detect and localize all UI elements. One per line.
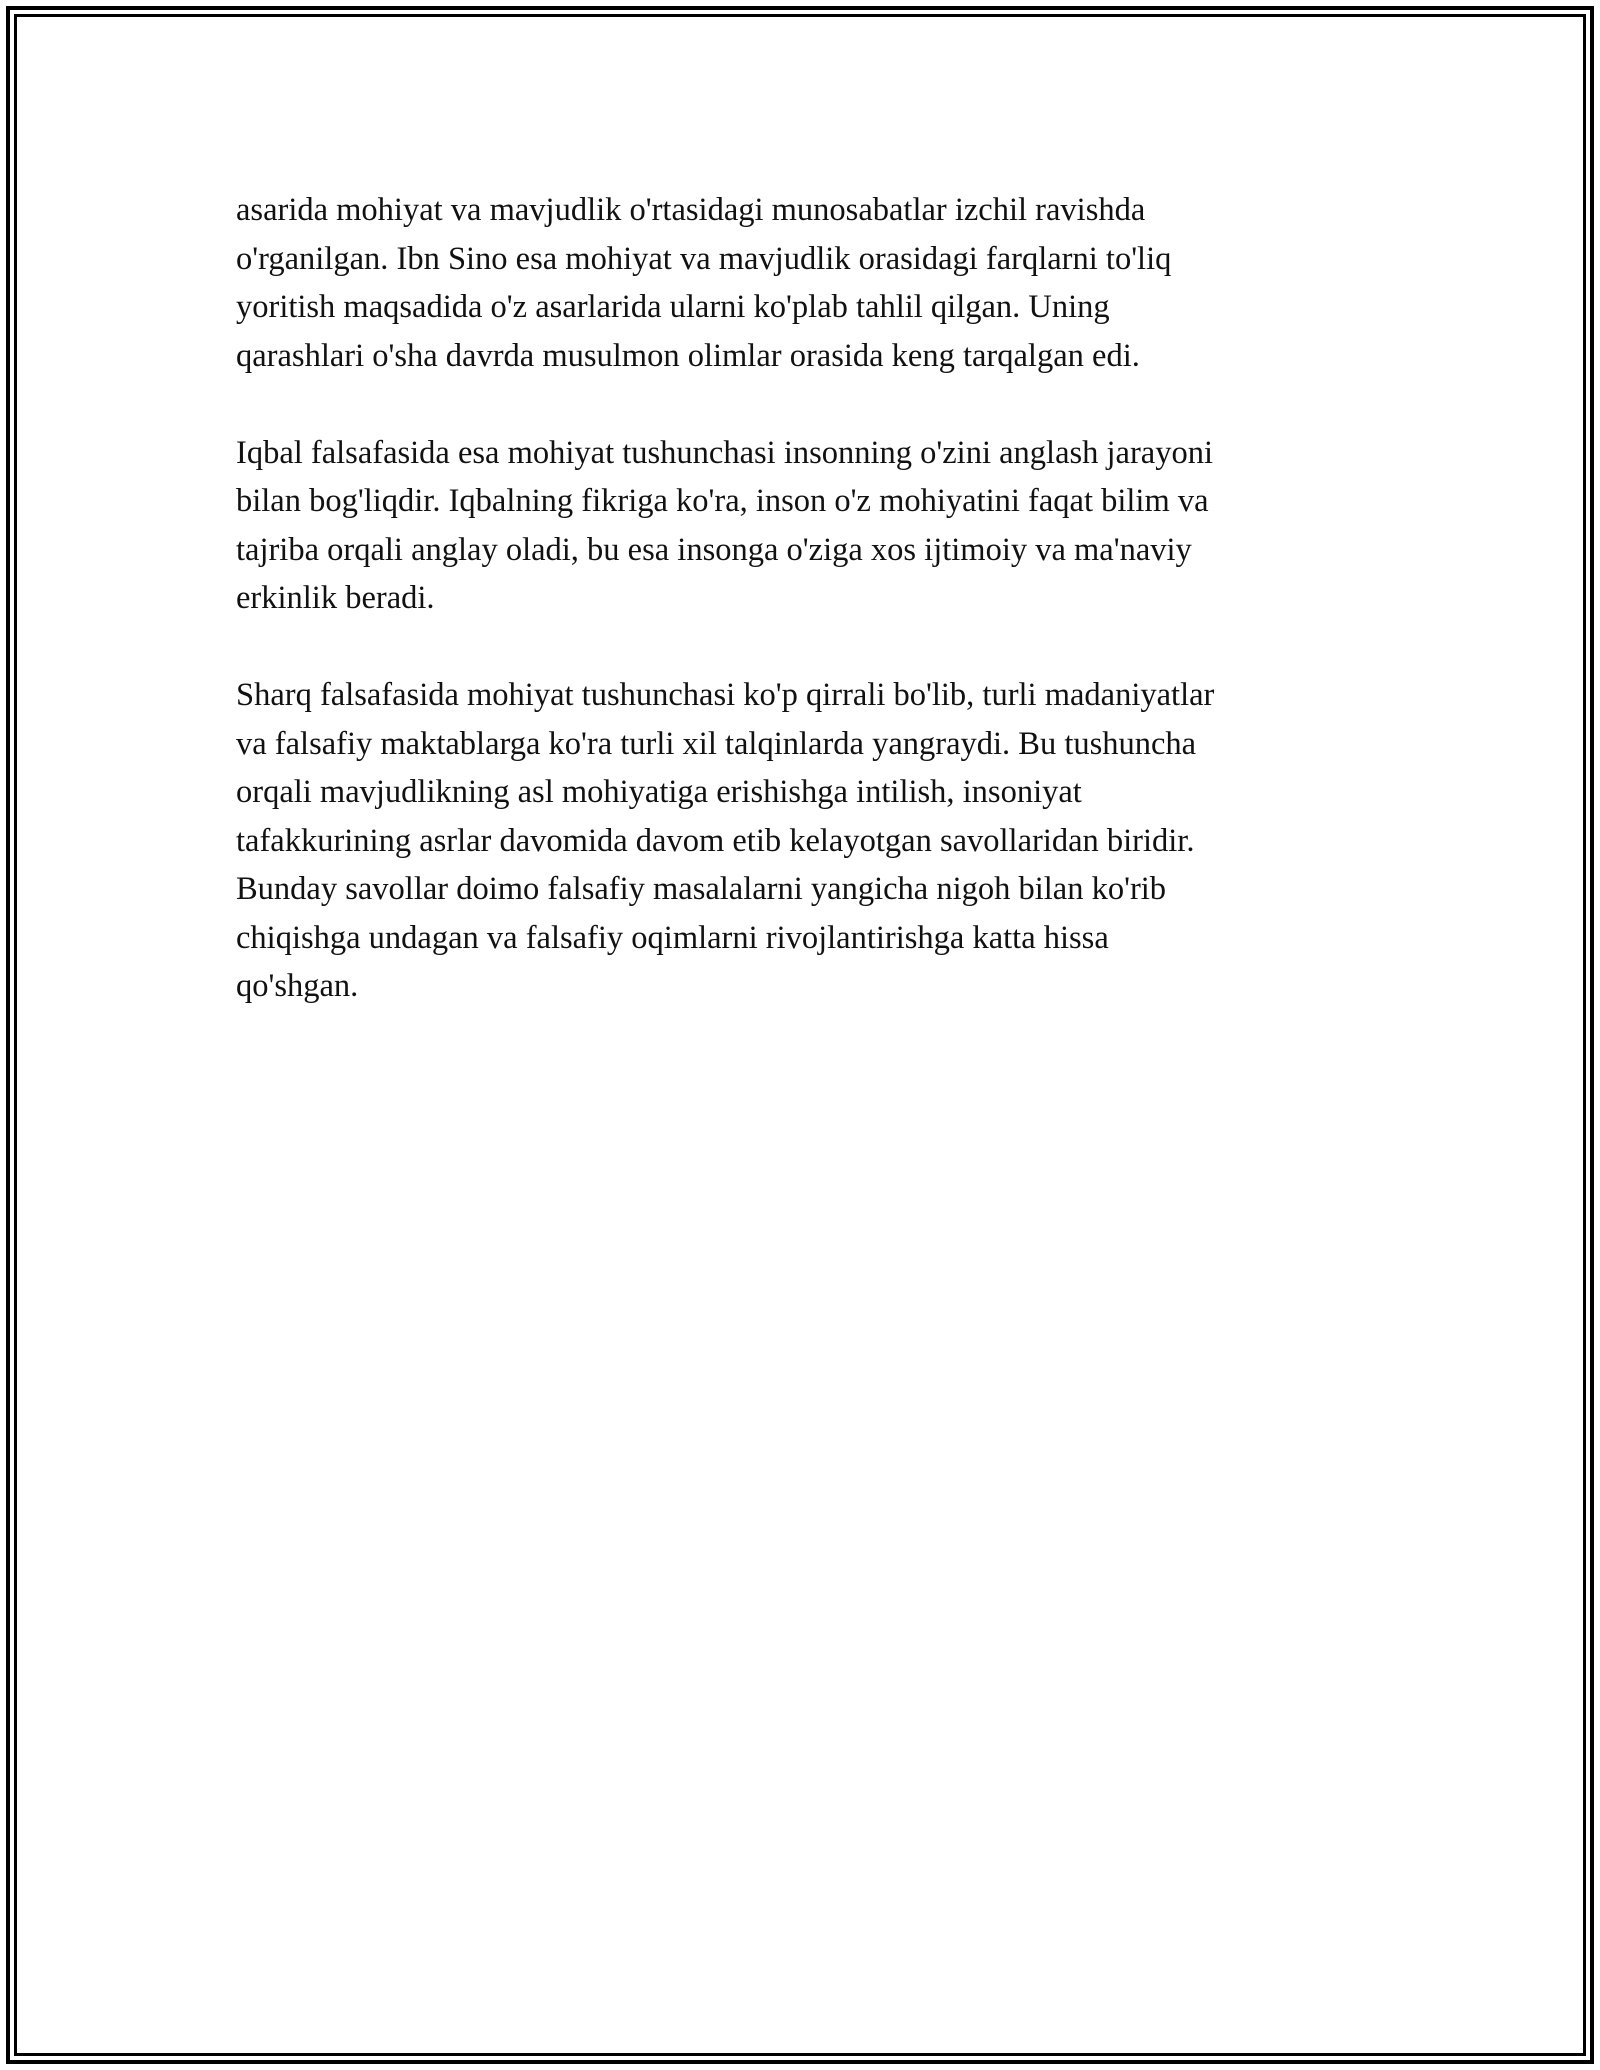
paragraph-2: Iqbal falsafasida esa mohiyat tushunchasi insonning o'zini anglash jarayoni bilan bog'liqdir. Iqbalning fikriga ko'ra, inson o'z mohiyatini faqat bilim va tajriba orqali anglay oladi, bu esa insonga o'ziga xos ijtimoiy va ma'naviy erkinlik beradi. xyxy=(236,434,1213,616)
document-body xyxy=(236,186,1366,1059)
paragraph-3: Sharq falsafasida mohiyat tushunchasi ko'p qirrali bo'lib, turli madaniyatlar va falsafiy maktablarga ko'ra turli xil talqinlarda yangraydi. Bu tushuncha orqali mavjudlikning asl mohiyatiga erishishga intilish, insoniyat tafakkurining asrlar davomida davom etib kelayotgan savollaridan biridir. Bunday savollar doimo falsafiy masalalarni yangicha nigoh bilan ko'rib chiqishga undagan va falsafiy oqimlarni rivojlantirishga katta hissa qo'shgan. xyxy=(236,677,1215,1004)
paragraph-1: asarida mohiyat va mavjudlik o'rtasidagi munosabatlar izchil ravishda o'rganilgan. Ibn Sino esa mohiyat va mavjudlik orasidagi farqlarni to'liq yoritish maqsadida o'z asarlarida ularni ko'plab tahlil qilgan. Uning qarashlari o'sha davrda musulmon olimlar orasida keng tarqalgan edi. xyxy=(236,192,1172,374)
